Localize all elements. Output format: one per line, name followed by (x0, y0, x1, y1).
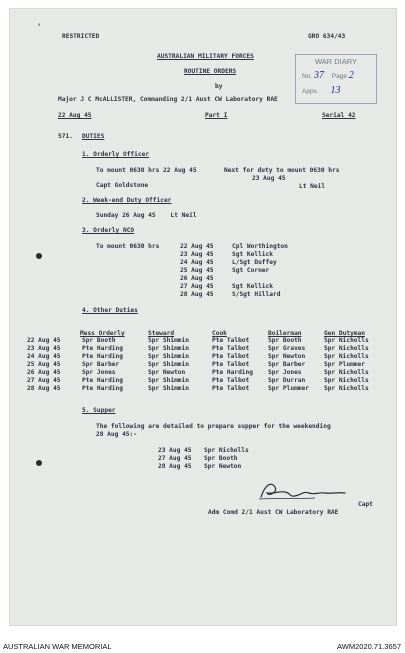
nco-name: L/Sgt Duffey (232, 259, 277, 266)
table-cell: Spr Barber (82, 361, 120, 368)
table-cell: Pte Talbot (212, 353, 250, 360)
orderly-nco-intro: To mount 0630 hrs (96, 243, 160, 250)
orderly-officer-next-date: 23 Aug 45 (252, 175, 286, 182)
table-cell: Spr Shimmin (148, 345, 189, 352)
table-cell: Pte Harding (212, 369, 253, 376)
table-cell: Pte Harding (82, 377, 123, 384)
table-cell: Pte Talbot (212, 337, 250, 344)
archive-name: AUSTRALIAN WAR MEMORIAL (3, 642, 112, 651)
signatory-role: Adm Comd 2/1 Aust CW Laboratory RAE (208, 509, 339, 516)
column-header: Cook (212, 330, 227, 337)
table-cell: Spr Nicholls (324, 353, 369, 360)
order-date: 22 Aug 45 (58, 112, 92, 119)
table-cell: Spr Shimmin (148, 353, 189, 360)
table-cell: Spr Nicholls (324, 385, 369, 392)
row-date: 25 Aug 45 (27, 361, 61, 368)
column-header: Gen Dutyman (324, 330, 365, 337)
row-date: 23 Aug 45 (27, 345, 61, 352)
weekend-officer-line: Sunday 26 Aug 45 Lt Neil (96, 212, 197, 219)
table-cell: Spr Barber (268, 361, 306, 368)
orderly-officer-next-name: Lt Neil (299, 183, 326, 190)
table-cell: Spr Newton (268, 353, 306, 360)
stamp-page-value: 2 (348, 70, 354, 81)
signatory-rank: Capt (358, 501, 373, 508)
column-header: Boilerman (268, 330, 302, 337)
nco-date: 25 Aug 45 (180, 267, 214, 274)
order-part: Part I (205, 112, 228, 119)
supper-intro: The following are detailed to prepare supper for the weekending (96, 423, 331, 430)
row-date: 27 Aug 45 (27, 377, 61, 384)
table-cell: Spr Shimmin (148, 377, 189, 384)
orderly-nco-heading: 3. Orderly NCO (82, 227, 135, 234)
nco-name: Sgt Kellick (232, 251, 273, 258)
supper-date: 28 Aug 45 (158, 463, 192, 470)
nco-name: Sgt Corner (232, 267, 270, 274)
punch-hole (36, 253, 42, 259)
section-number: 571. (58, 133, 73, 140)
table-cell: Pte Talbot (212, 385, 250, 392)
nco-name: Cpl Worthington (232, 243, 288, 250)
punch-hole (36, 460, 42, 466)
row-date: 28 Aug 45 (27, 385, 61, 392)
order-serial: Serial 42 (322, 112, 356, 119)
stamp-appx-value: 13 (330, 85, 341, 96)
document-title: ROUTINE ORDERS (184, 68, 237, 75)
classification: RESTRICTED (62, 33, 100, 40)
section-heading: DUTIES (82, 133, 105, 140)
supper-name: Spr Nicholls (204, 447, 249, 454)
supper-date: 27 Aug 45 (158, 455, 192, 462)
other-duties-heading: 4. Other Duties (82, 307, 138, 314)
table-cell: Pte Talbot (212, 361, 250, 368)
table-cell: Spr Shimmin (148, 337, 189, 344)
table-cell: Spr Nicholls (324, 377, 369, 384)
archive-id: AWM2020.71.3657 (337, 642, 401, 651)
war-diary-stamp (295, 54, 377, 104)
table-cell: Spr Booth (82, 337, 116, 344)
table-cell: Pte Harding (82, 385, 123, 392)
column-header: Steward (148, 330, 175, 337)
table-cell: Spr Durran (268, 377, 306, 384)
table-cell: Spr Jones (268, 369, 302, 376)
stamp-title: WAR DIARY (314, 57, 358, 66)
handwritten-signature (255, 477, 365, 505)
row-date: 26 Aug 45 (27, 369, 61, 376)
table-cell: Spr Plummer (324, 361, 365, 368)
stamp-page-label: Page (331, 73, 347, 80)
document-sheet (10, 9, 396, 625)
by-line: by (215, 83, 223, 90)
column-header: Mess Orderly (80, 330, 125, 337)
nco-date: 23 Aug 45 (180, 251, 214, 258)
orderly-officer-mount: To mount 0630 hrs 22 Aug 45 (96, 167, 197, 174)
nco-date: 22 Aug 45 (180, 243, 214, 250)
supper-name: Spr Booth (204, 455, 238, 462)
orderly-officer-next: Next for duty to mount 0630 hrs (224, 167, 340, 174)
stamp-appx-label: Appx. (302, 88, 319, 95)
table-cell: Spr Graves (268, 345, 306, 352)
pencil-mark: ' (38, 22, 41, 34)
table-cell: Pte Harding (82, 345, 123, 352)
table-cell: Spr Newton (148, 369, 186, 376)
stamp-no-label: No. (302, 73, 313, 80)
supper-name: Spr Newton (204, 463, 242, 470)
table-cell: Pte Talbot (212, 345, 250, 352)
table-cell: Spr Jones (82, 369, 116, 376)
orderly-officer-heading: 1. Orderly Officer (82, 151, 150, 158)
orderly-officer-name: Capt Goldstone (96, 182, 149, 189)
stamp-no-value: 37 (313, 70, 324, 81)
table-cell: Spr Shimmin (148, 361, 189, 368)
supper-date: 23 Aug 45 (158, 447, 192, 454)
table-cell: Spr Nicholls (324, 369, 369, 376)
supper-heading: 5. Supper (82, 407, 116, 414)
unit-title: AUSTRALIAN MILITARY FORCES (157, 53, 254, 60)
supper-intro-date: 28 Aug 45:- (96, 431, 137, 438)
table-cell: Spr Booth (268, 337, 302, 344)
archive-footer (0, 640, 405, 653)
table-cell: Spr Plummer (268, 385, 309, 392)
weekend-officer-heading: 2. Week-end Duty Officer (82, 197, 172, 204)
table-cell: Spr Shimmin (148, 385, 189, 392)
table-cell: Spr Nicholls (324, 345, 369, 352)
row-date: 24 Aug 45 (27, 353, 61, 360)
nco-date: 28 Aug 45 (180, 291, 214, 298)
document-ref: GRO 634/43 (308, 33, 346, 40)
table-cell: Pte Harding (82, 353, 123, 360)
nco-name: Sgt Kellick (232, 283, 273, 290)
nco-name: S/Sgt Hillard (232, 291, 281, 298)
nco-date: 26 Aug 45 (180, 275, 214, 282)
table-cell: Spr Nicholls (324, 337, 369, 344)
row-date: 22 Aug 45 (27, 337, 61, 344)
commanding-officer: Major J C McALLISTER, Commanding 2/1 Aust CW Laboratory RAE (58, 96, 278, 103)
nco-date: 27 Aug 45 (180, 283, 214, 290)
nco-date: 24 Aug 45 (180, 259, 214, 266)
table-cell: Pte Talbot (212, 377, 250, 384)
